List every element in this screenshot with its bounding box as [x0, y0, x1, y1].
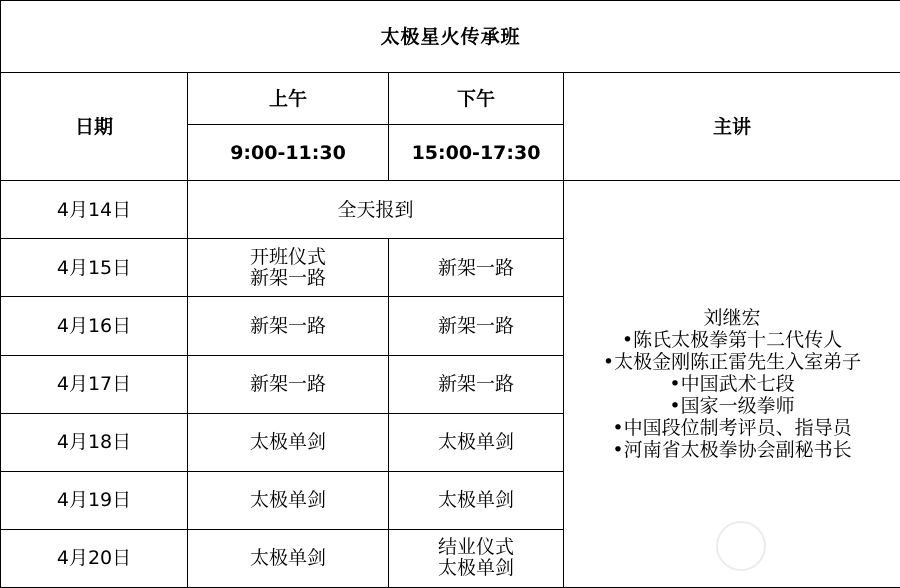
- row-date: 4月15日: [1, 239, 188, 297]
- row-date: 4月18日: [1, 413, 188, 471]
- header-afternoon-time: 15:00-17:30: [389, 125, 564, 181]
- header-lecturer: 主讲: [564, 73, 900, 181]
- header-afternoon: 下午: [389, 73, 564, 125]
- row-morning: 太极单剑: [188, 529, 389, 587]
- session-label: 开班仪式: [249, 245, 326, 268]
- row-afternoon: 太极单剑: [389, 471, 564, 529]
- row-date: 4月20日: [1, 529, 188, 587]
- row-date: 4月17日: [1, 355, 188, 413]
- row-morning: [188, 239, 389, 297]
- lecturer-item: •中国武术七段: [669, 373, 795, 396]
- row-afternoon: 新架一路: [389, 355, 564, 413]
- row-morning: 太极单剑: [188, 471, 389, 529]
- row-afternoon: 新架一路: [389, 297, 564, 355]
- lecturer-name: 刘继宏: [703, 307, 761, 330]
- row-afternoon: 新架一路: [389, 239, 564, 297]
- row-morning: 新架一路: [188, 297, 389, 355]
- faint-watermark-icon: [716, 521, 766, 571]
- row-morning: 新架一路: [188, 355, 389, 413]
- row-afternoon: 太极单剑: [389, 413, 564, 471]
- row-afternoon: [389, 529, 564, 587]
- header-morning: 上午: [188, 73, 389, 125]
- lecturer-item: •河南省太极拳协会副秘书长: [612, 439, 852, 462]
- header-morning-time: 9:00-11:30: [188, 125, 389, 181]
- session-label: 结业仪式: [437, 536, 514, 559]
- lecturer-item: •太极金刚陈正雷先生入室弟子: [602, 351, 862, 374]
- lecturer-item: •中国段位制考评员、指导员: [612, 417, 852, 440]
- row-all-day: 全天报到: [188, 181, 564, 239]
- lecturer-item: •国家一级拳师: [669, 395, 795, 418]
- table-row: [1, 181, 900, 239]
- row-date: 4月14日: [1, 181, 188, 239]
- session-label: 太极单剑: [437, 557, 514, 580]
- row-date: 4月16日: [1, 297, 188, 355]
- header-date: 日期: [1, 73, 188, 181]
- row-date: 4月19日: [1, 471, 188, 529]
- row-morning: 太极单剑: [188, 413, 389, 471]
- lecturer-item: •陈氏太极拳第十二代传人: [621, 329, 843, 352]
- session-label: 新架一路: [249, 266, 326, 289]
- table-title: 太极星火传承班: [1, 1, 900, 73]
